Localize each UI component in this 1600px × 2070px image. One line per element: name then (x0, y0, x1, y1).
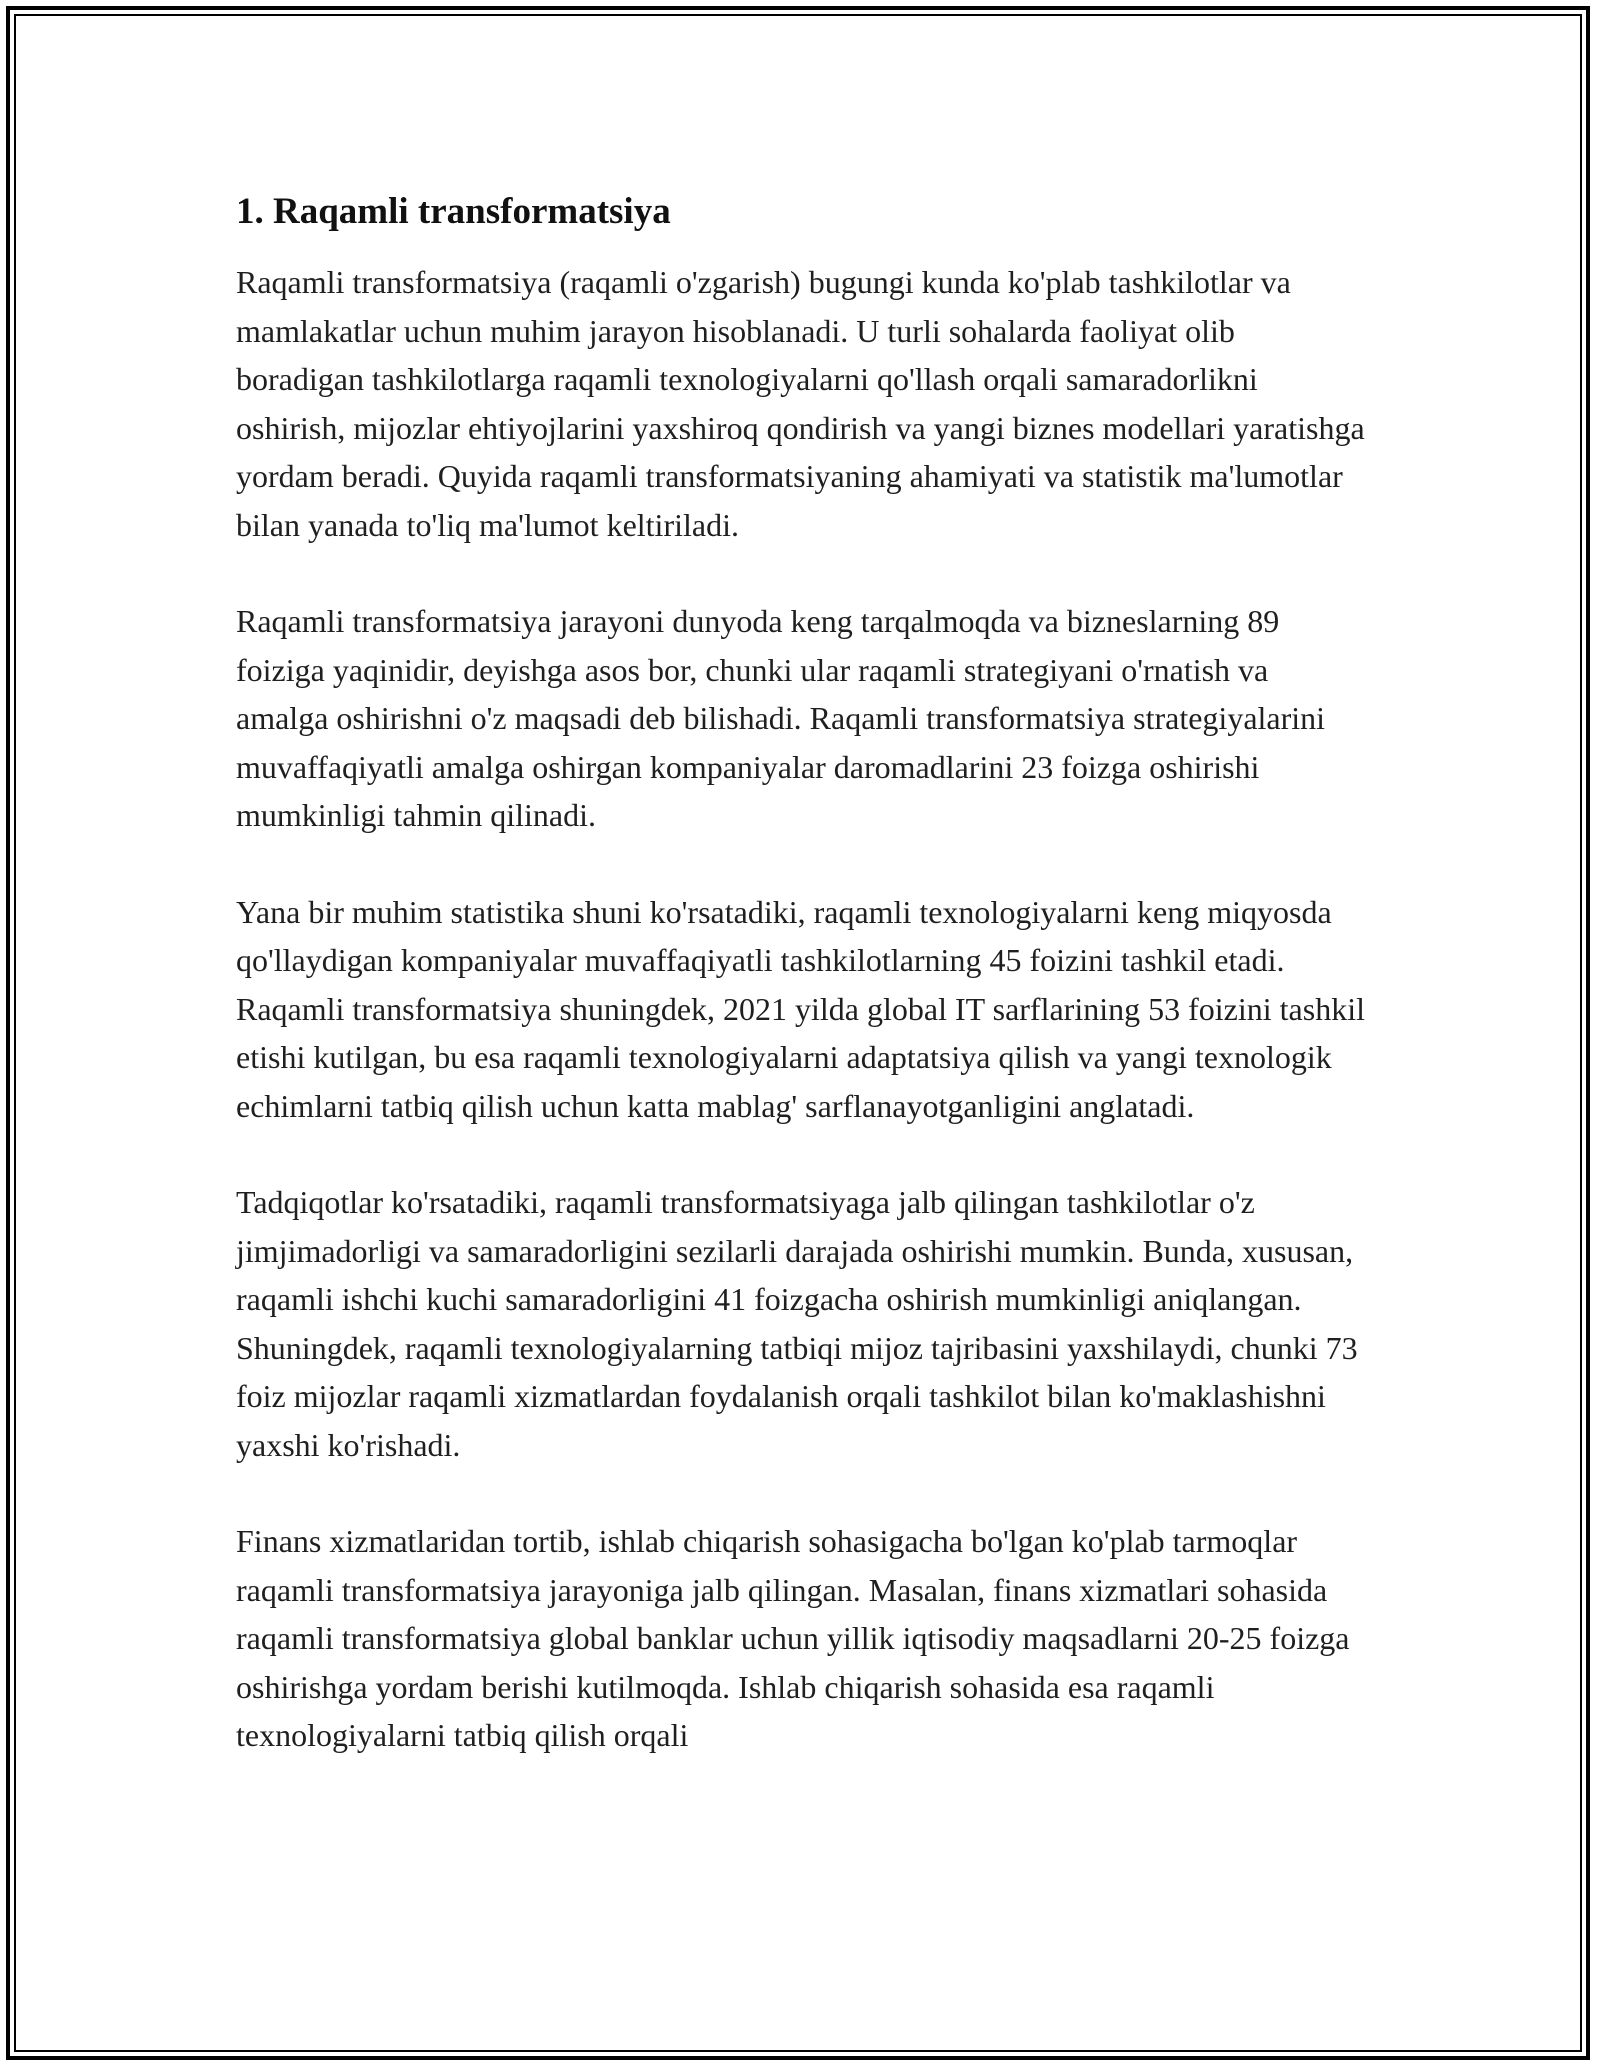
paragraph-adoption-stats: Raqamli transformatsiya jarayoni dunyoda keng tarqalmoqda va bizneslarning 89 foiziga yaqinidir, deyishga asos bor, chunki ular raqamli strategiyani o'rnatish va amalga oshirishni o'z maqsadi deb bilishadi. Raqamli transformatsiya strategiyalarini muvaffaqiyatli amalga oshirgan kompaniyalar daromadlarini 23 foizga oshirishi mumkinligi tahmin qilinadi. (236, 603, 1326, 833)
section-heading: 1. Raqamli transformatsiya (236, 191, 671, 232)
paragraph-intro: Raqamli transformatsiya (raqamli o'zgarish) bugungi kunda ko'plab tashkilotlar va mamlakatlar uchun muhim jarayon hisoblanadi. U turli sohalarda faoliyat olib boradigan tashkilotlarga raqamli texnologiyalarni qo'llash orqali samaradorlikni oshirish, mijozlar ehtiyojlarini yaxshiroq qondirish va yangi biznes modellari yaratishga yordam beradi. Quyida raqamli transformatsiyaning ahamiyati va statistik ma'lumotlar bilan yanada to'liq ma'lumot keltiriladi. (236, 264, 1365, 543)
document-body (236, 188, 1366, 1808)
paragraph-it-spending: Yana bir muhim statistika shuni ko'rsatadiki, raqamli texnologiyalarni keng miqyosda qo'llaydigan kompaniyalar muvaffaqiyatli tashkilotlarning 45 foizini tashkil etadi. Raqamli transformatsiya shuningdek, 2021 yilda global IT sarflarining 53 foizini tashkil etishi kutilgan, bu esa raqamli texnologiyalarni adaptatsiya qilish va yangi texnologik echimlarni tatbiq qilish uchun katta mablag' sarflanayotganligini anglatadi. (236, 893, 1365, 1124)
paragraph-industries: Finans xizmatlaridan tortib, ishlab chiqarish sohasigacha bo'lgan ko'plab tarmoqlar raqamli transformatsiya jarayoniga jalb qilingan. Masalan, finans xizmatlari sohasida raqamli transformatsiya global banklar uchun yillik iqtisodiy maqsadlarni 20-25 foizga oshirishga yordam berishi kutilmoqda. Ishlab chiqarish sohasida esa raqamli texnologiyalarni tatbiq qilish orqali (236, 1523, 1350, 1753)
paragraph-research: Tadqiqotlar ko'rsatadiki, raqamli transformatsiyaga jalb qilingan tashkilotlar o'z jimjimadorligi va samaradorligini sezilarli darajada oshirishi mumkin. Bunda, xususan, raqamli ishchi kuchi samaradorligini 41 foizgacha oshirish mumkinligi aniqlangan. Shuningdek, raqamli texnologiyalarning tatbiqi mijoz tajribasini yaxshilaydi, chunki 73 foiz mijozlar raqamli xizmatlardan foydalanish orqali tashkilot bilan ko'maklashishni yaxshi ko'rishadi. (236, 1184, 1358, 1463)
